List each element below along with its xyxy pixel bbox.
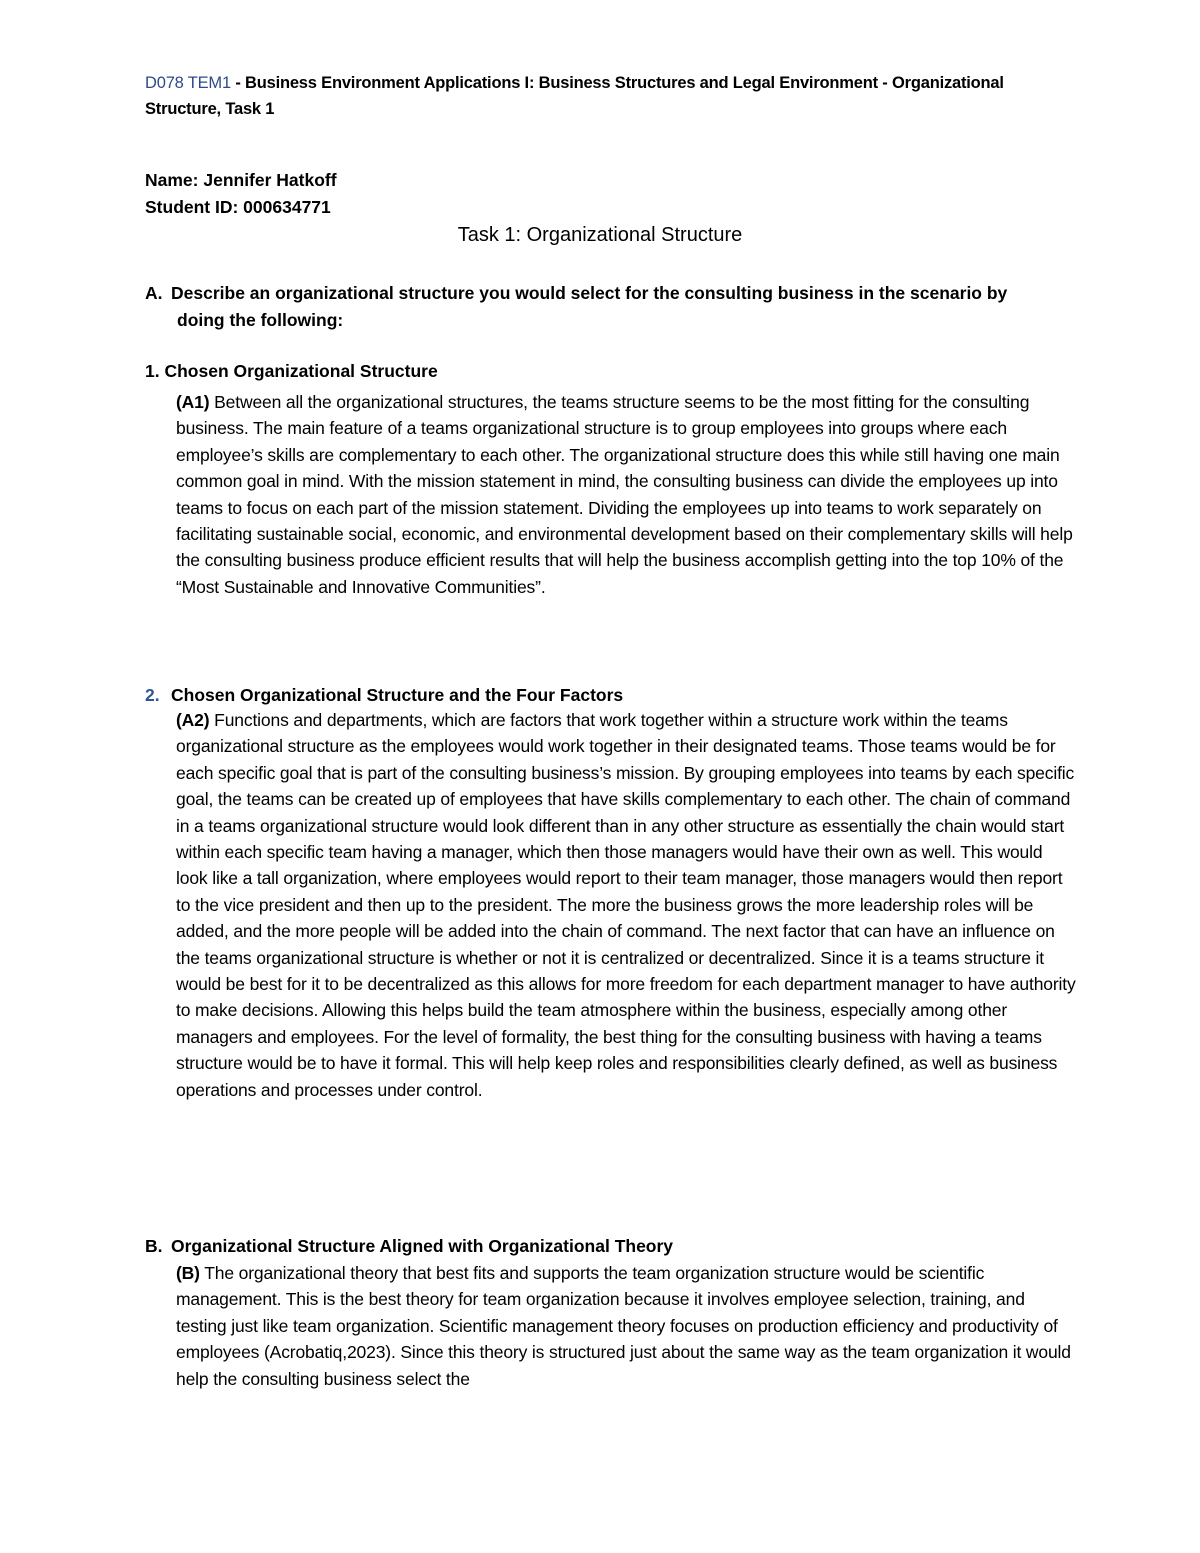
section-b-heading <box>145 1233 1085 1260</box>
student-info <box>145 167 645 221</box>
section-a-heading-line2: doing the following: <box>177 309 344 330</box>
subsection-2-title: Chosen Organizational Structure and the Four Factors <box>171 685 624 705</box>
section-a-heading-line1: Describe an organizational structure you would select for the consulting business in the scenario by <box>171 283 1008 303</box>
task-title: Task 1: Organizational Structure <box>457 224 743 246</box>
section-b-marker: B. <box>145 1236 163 1256</box>
b-tag: (B) <box>176 1263 200 1283</box>
subsection-1-heading: 1. Chosen Organizational Structure <box>145 361 438 381</box>
a2-body: Functions and departments, which are factors that work together within a structure work within the teams organizational structure as the employees would work together in their designated teams. Those teams would be for each specific goal that is part of the consulting business’s mission. By grouping employees into teams by each specific goal, the teams can be created up of employees that have skills complementary to each other. The chain of command in a teams organizational structure would look different than in any other structure as essentially the chain would start within each specific team having a manager, which then those managers would have their own as well. This would look like a tall organization, where employees would report to their team manager, those managers would then report to the vice president and then up to the president. The more the business grows the more leadership roles will be added, and the more people will be added into the chain of command. The next factor that can have an influence on the teams organizational structure is whether or not it is centralized or decentralized. Since it is a teams structure it would be best for it to be decentralized as this allows for more freedom for each department manager to have authority to make decisions. Allowing this helps build the team atmosphere within the business, especially among other managers and employees. For the level of formality, the best thing for the consulting business with having a teams structure would be to have it formal. This will help keep roles and responsibilities clearly defined, as well as business operations and processes under control. <box>176 710 1076 1100</box>
b-body: The organizational theory that best fits and supports the team organization structure would be scientific management. This is the best theory for team organization because it involves employee selection, training, and testing just like team organization. Scientific management theory focuses on production efficiency and productivity of employees (Acrobatiq,2023). Since this theory is structured just about the same way as the team organization it would help the consulting business select the <box>176 1263 1071 1389</box>
subsection-2-number: 2. <box>145 685 160 705</box>
a1-body: Between all the organizational structures, the teams structure seems to be the most fitting for the consulting business. The main feature of a teams organizational structure is to group employees into groups where each employee’s skills are complementary to each other. The organizational structure does this while still having one main common goal in mind. With the mission statement in mind, the consulting business can divide the employees up into teams to focus on each part of the mission statement. Dividing the employees up into teams to work separately on facilitating sustainable social, economic, and environmental development based on their complementary skills will help the consulting business produce efficient results that will help the business accomplish getting into the top 10% of the “Most Sustainable and Innovative Communities”. <box>176 392 1073 597</box>
document-header <box>145 70 1105 122</box>
student-name: Name: Jennifer Hatkoff <box>145 170 337 190</box>
a1-tag: (A1) <box>176 392 210 412</box>
a2-tag: (A2) <box>176 710 210 730</box>
section-b-title: Organizational Structure Aligned with Organizational Theory <box>171 1236 674 1256</box>
subsection-2-paragraph <box>176 707 1076 1103</box>
subsection-1-paragraph <box>176 389 1076 600</box>
section-b-paragraph <box>176 1260 1076 1392</box>
section-a-marker: A. <box>145 283 163 303</box>
course-code: D078 TEM1 <box>145 74 231 92</box>
header-title-line1: - Business Environment Applications I: Business Structures and Legal Environment - Organizational <box>230 74 1004 92</box>
subsection-2-heading <box>145 682 1085 709</box>
section-a-heading <box>145 280 1085 333</box>
header-title-line2: Structure, Task 1 <box>145 100 275 118</box>
student-id: Student ID: 000634771 <box>145 197 331 217</box>
